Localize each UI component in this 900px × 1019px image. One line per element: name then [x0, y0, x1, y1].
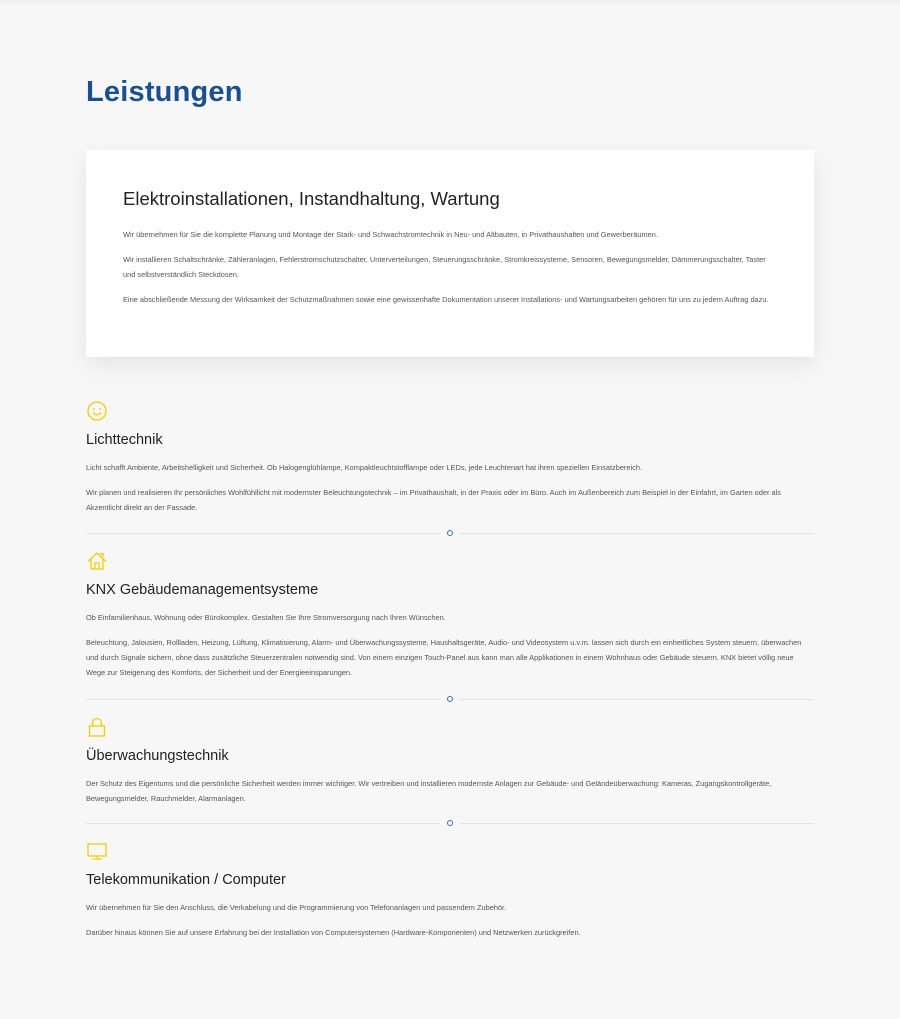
page-title: Leistungen	[86, 76, 243, 108]
top-shadow-bar	[0, 0, 900, 6]
service-paragraph: Der Schutz des Eigentums und die persönliche Sicherheit werden immer wichtiger. Wir vertreiben und installieren modernste Anlagen zur Gebäude- und Geländeüberwachung: Kameras, Zugangskontrollgeräte, Bewegungsmelder, Rauchmelder, Alarmanlagen.	[86, 779, 772, 803]
service-paragraph: Beleuchtung, Jalousien, Rollladen, Heizung, Lüftung, Klimatisierung, Alarm- und Überwachungssysteme, Haushaltsgeräte, Audio- und Videosystem u.v.m. lassen sich durch ein einheitliches System steuern, überwachen und durch Signale sichern, ohne dass zusätzliche Steuerzentralen notwendig sind. Von einem einzigen Touch-Panel aus kann man alle Applikationen in einem Wohnhaus oder Gebäude steuern. KNX bietet völlig neue Wege zur Steigerung des Komforts, der Sicherheit und der Energieeinsparungen.	[86, 638, 802, 677]
service-paragraph: Ob Einfamilienhaus, Wohnung oder Bürokomplex. Gestalten Sie Ihre Stromversorgung nach Ihren Wünschen.	[86, 613, 446, 622]
service-ueberwachung	[86, 716, 814, 816]
section-divider	[86, 696, 814, 703]
smiley-icon	[86, 400, 108, 422]
divider-dot-icon	[447, 530, 453, 536]
section-divider	[86, 820, 814, 827]
intro-paragraph: Wir installieren Schaltschränke, Zähleranlagen, Fehlerstromschutzschalter, Unterverteilungen, Steuerungsschränke, Stromkreissysteme, Sensoren, Bewegungsmelder, Dämmerungsschalter, Taster und selbstverständlich Steckdosen.	[123, 255, 766, 279]
divider-dot-icon	[447, 696, 453, 702]
service-paragraph: Wir planen und realisieren Ihr persönliches Wohlfühllicht mit modernster Beleuchtungstechnik – im Privathaushalt, in der Praxis oder im Büro. Auch im Außenbereich zum Beispiel in der Einfahrt, im Garten oder als Akzentlicht direkt an der Fassade.	[86, 488, 781, 512]
service-paragraph: Wir übernehmen für Sie den Anschluss, die Verkabelung und die Programmierung von Telefonanlagen und passendem Zubehör.	[86, 903, 507, 912]
service-title: Lichttechnik	[86, 432, 163, 448]
divider-dot-icon	[447, 820, 453, 826]
intro-card	[86, 150, 814, 357]
monitor-icon	[86, 840, 108, 862]
intro-title: Elektroinstallationen, Instandhaltung, Wartung	[123, 188, 500, 209]
service-knx	[86, 550, 814, 690]
service-paragraph: Darüber hinaus können Sie auf unsere Erfahrung bei der Installation von Computersystemen (Hardware-Komponenten) und Netzwerken zurückgreifen.	[86, 928, 581, 937]
service-title: KNX Gebäudemanagementsysteme	[86, 582, 319, 598]
service-paragraph: Licht schafft Ambiente, Arbeitshelligkeit und Sicherheit. Ob Halogenglühlampe, Kompaktleuchtstofflampe oder LEDs, jede Leuchtenart hat ihren speziellen Einsatzbereich.	[86, 463, 642, 472]
lock-icon	[86, 716, 108, 738]
section-divider	[86, 530, 814, 537]
intro-paragraph: Wir übernehmen für Sie die komplette Planung und Montage der Stark- und Schwachstromtechnik in Neu- und Altbauten, in Privathaushalten und Gewerberäumen.	[123, 230, 658, 239]
service-telekommunikation	[86, 840, 814, 950]
intro-paragraph: Eine abschließende Messung der Wirksamkeit der Schutzmaßnahmen sowie eine gewissenhafte Dokumentation unserer Installations- und Wartungsarbeiten gehören für uns zu jedem Auftrag dazu.	[123, 295, 769, 304]
service-lichttechnik	[86, 400, 814, 525]
house-icon	[86, 550, 108, 572]
service-title: Telekommunikation / Computer	[86, 872, 286, 888]
service-title: Überwachungstechnik	[86, 748, 229, 764]
